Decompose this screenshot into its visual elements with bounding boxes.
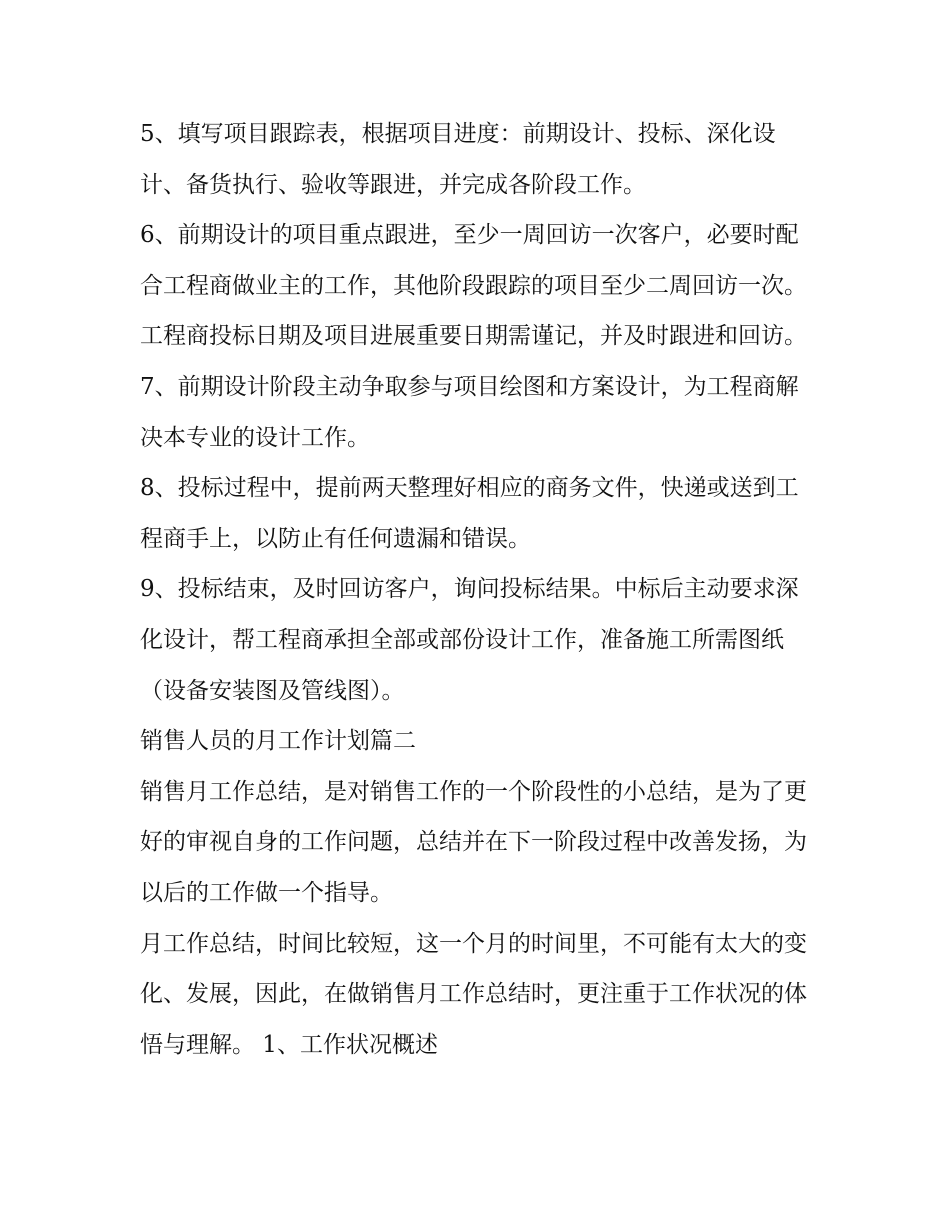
- section-heading: 销售人员的月工作计划篇二: [140, 728, 416, 755]
- paragraph-item-9: 9、投标结束，及时回访客户，询问投标结果。中标后主动要求深化设计，帮工程商承担全部或部份设计工作，准备施工所需图纸（设备安装图及管线图）。: [140, 576, 799, 704]
- monthly-summary-paragraph: 月工作总结，时间比较短，这一个月的时间里，不可能有太大的变化、发展，因此，在做销售月工作总结时，更注重于工作状况的体悟与理解。 1、工作状况概述: [140, 930, 807, 1058]
- paragraph-item-7: 7、前期设计阶段主动争取参与项目绘图和方案设计，为工程商解决本专业的设计工作。: [140, 373, 799, 451]
- paragraph-item-5: 5、填写项目跟踪表，根据项目进度：前期设计、投标、深化设计、备货执行、验收等跟进，并完成各阶段工作。: [140, 121, 776, 198]
- summary-paragraph: 销售月工作总结，是对销售工作的一个阶段性的小总结，是为了更好的审视自身的工作问题，总结并在下一阶段过程中改善发扬，为以后的工作做一个指导。: [140, 778, 807, 906]
- document-body: [140, 109, 820, 1070]
- paragraph-item-6: 6、前期设计的项目重点跟进，至少一周回访一次客户，必要时配合工程商做业主的工作，其他阶段跟踪的项目至少二周回访一次。工程商投标日期及项目进展重要日期需谨记，并及时跟进和回访。: [140, 222, 807, 350]
- paragraph-item-8: 8、投标过程中，提前两天整理好相应的商务文件，快递或送到工程商手上，以防止有任何遗漏和错误。: [140, 475, 799, 552]
